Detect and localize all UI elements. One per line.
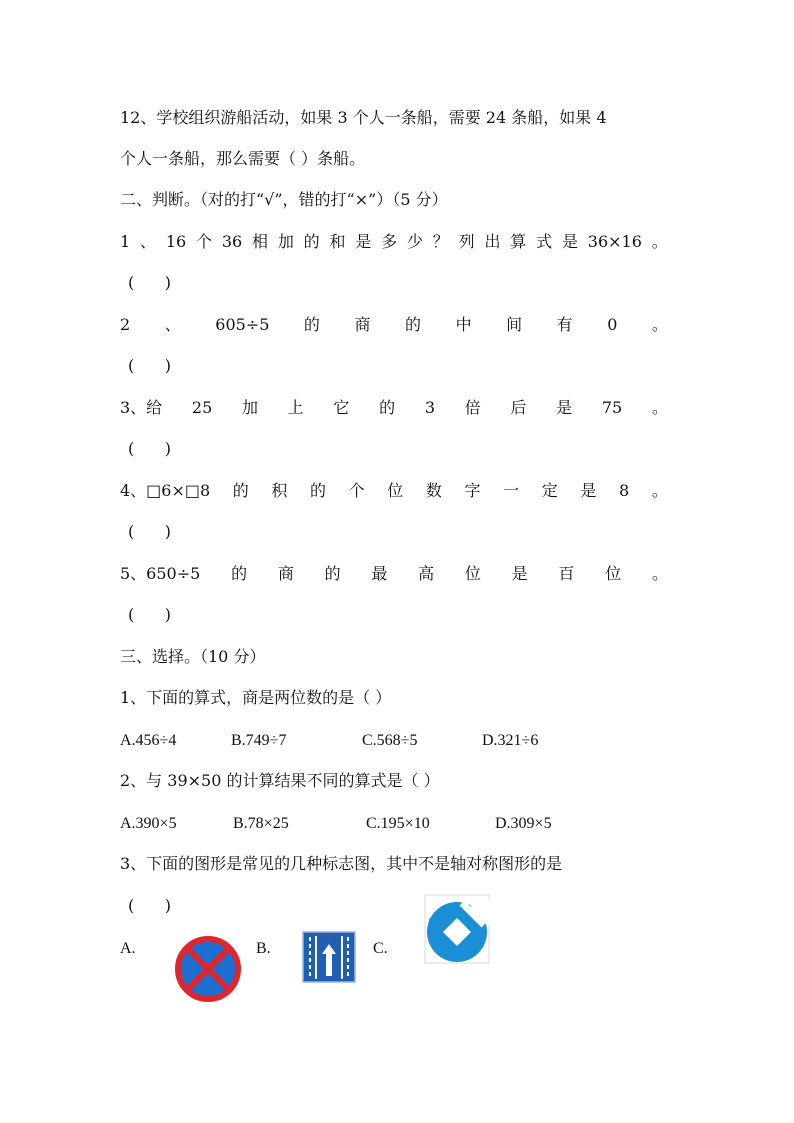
judge-token: 36 [221,232,243,251]
judge-token: 商 [277,564,294,583]
judge-item-4 [120,481,668,501]
judge-token: 。 [651,232,668,251]
judge-token: 、 [140,232,157,251]
judge-token: 字 [464,481,481,500]
judge-token: 75 [601,398,623,417]
judge-answer-2[interactable]: ( ) [128,356,171,375]
choice-question-2: 2、与 39×50 的计算结果不同的算式是（ ） [120,771,440,790]
judge-token: 25 [191,398,213,417]
bank-logo-icon[interactable] [424,894,490,964]
straight-lane-sign-icon[interactable] [302,931,356,985]
judge-token: 相 [252,232,269,251]
judge-token: 少 [406,232,423,251]
judge-token: 的 [405,315,422,334]
judge-token: 上 [287,398,304,417]
choice-question-3: 3、下面的图形是常见的几种标志图，其中不是轴对称图形的是 [120,854,563,873]
judge-token: 3 [424,398,436,417]
judge-token: 是 [511,564,528,583]
q2-option-c[interactable]: C.195×10 [366,815,430,832]
judge-token: 加 [277,232,294,251]
judge-token: 算 [510,232,527,251]
question-12-line-1: 12、学校组织游船活动，如果 3 个人一条船，需要 24 条船，如果 4 [120,108,607,127]
judge-token: 百 [558,564,575,583]
judge-answer-3[interactable]: ( ) [128,439,171,458]
judge-token: 4、□6×□8 [120,481,211,500]
judge-token: 后 [510,398,527,417]
judge-token: 8 [619,481,630,500]
judge-token: 的 [232,481,249,500]
judge-item-5 [120,564,668,584]
q3-option-b-label[interactable]: B. [256,940,271,957]
judge-answer-5[interactable]: ( ) [128,605,171,624]
judge-token: 位 [464,564,481,583]
judge-token: 位 [387,481,404,500]
q1-option-d[interactable]: D.321÷6 [482,732,539,749]
judge-token: 605÷5 [215,315,270,334]
judge-token: 的 [303,315,320,334]
judge-token: 加 [241,398,258,417]
judge-token: 5、650÷5 [120,564,201,583]
judge-token: 积 [271,481,288,500]
judge-token: 和 [329,232,346,251]
judge-token: 个 [196,232,213,251]
judge-token: 是 [355,232,372,251]
judge-token: 位 [605,564,622,583]
judge-token: 。 [651,398,668,417]
judge-token: 。 [651,564,668,583]
judge-token: 商 [354,315,371,334]
judge-item-3 [120,398,668,418]
judge-token: 2 [120,315,131,334]
judge-token: 。 [651,481,668,500]
judge-token: 它 [333,398,350,417]
q3-option-a-label[interactable]: A. [120,940,136,957]
choice-question-1: 1、下面的算式，商是两位数的是（ ） [120,688,392,707]
q2-option-d[interactable]: D.309×5 [495,815,552,832]
judge-token: 0 [607,315,618,334]
judge-token: 式 [536,232,553,251]
judge-answer-1[interactable]: ( ) [128,273,171,292]
judge-token: 的 [379,398,396,417]
judge-item-1 [120,232,668,252]
judge-token: 3、给 [120,398,163,417]
judge-token: 。 [651,315,668,334]
judge-token: 个 [348,481,365,500]
judge-token: 的 [324,564,341,583]
judge-item-2 [120,315,668,335]
judge-token: 是 [556,398,573,417]
judge-token: 倍 [464,398,481,417]
q2-option-a[interactable]: A.390×5 [120,815,177,832]
judge-token: 、 [164,315,181,334]
judge-token: 是 [561,232,578,251]
q1-option-a[interactable]: A.456÷4 [120,732,177,749]
choice-answer-3[interactable]: ( ) [128,896,171,915]
judge-token: 的 [310,481,327,500]
judge-token: 的 [231,564,248,583]
q1-option-c[interactable]: C.568÷5 [362,732,418,749]
no-stopping-sign-icon[interactable] [174,936,242,1002]
section-2-title: 二、判断。（对的打“√”，错的打“×”）（5 分） [120,190,448,209]
judge-token: 数 [425,481,442,500]
judge-token: 是 [580,481,597,500]
judge-token: 多 [381,232,398,251]
judge-token: 一 [503,481,520,500]
section-3-title: 三、选择。（10 分） [120,647,266,666]
judge-token: 最 [371,564,388,583]
judge-token: 1 [120,232,131,251]
judge-token: 中 [455,315,472,334]
judge-token: ？ [432,232,449,251]
q3-option-c-label[interactable]: C. [373,940,388,957]
q1-option-b[interactable]: B.749÷7 [231,732,287,749]
judge-token: 定 [541,481,558,500]
judge-token: 出 [484,232,501,251]
question-12-line-2: 个人一条船，那么需要（ ）条船。 [120,149,366,168]
judge-token: 36×16 [587,232,642,251]
judge-token: 列 [458,232,475,251]
judge-token: 有 [556,315,573,334]
judge-token: 间 [506,315,523,334]
judge-token: 的 [303,232,320,251]
judge-token: 高 [418,564,435,583]
judge-answer-4[interactable]: ( ) [128,522,171,541]
q2-option-b[interactable]: B.78×25 [233,815,289,832]
judge-token: 16 [165,232,187,251]
